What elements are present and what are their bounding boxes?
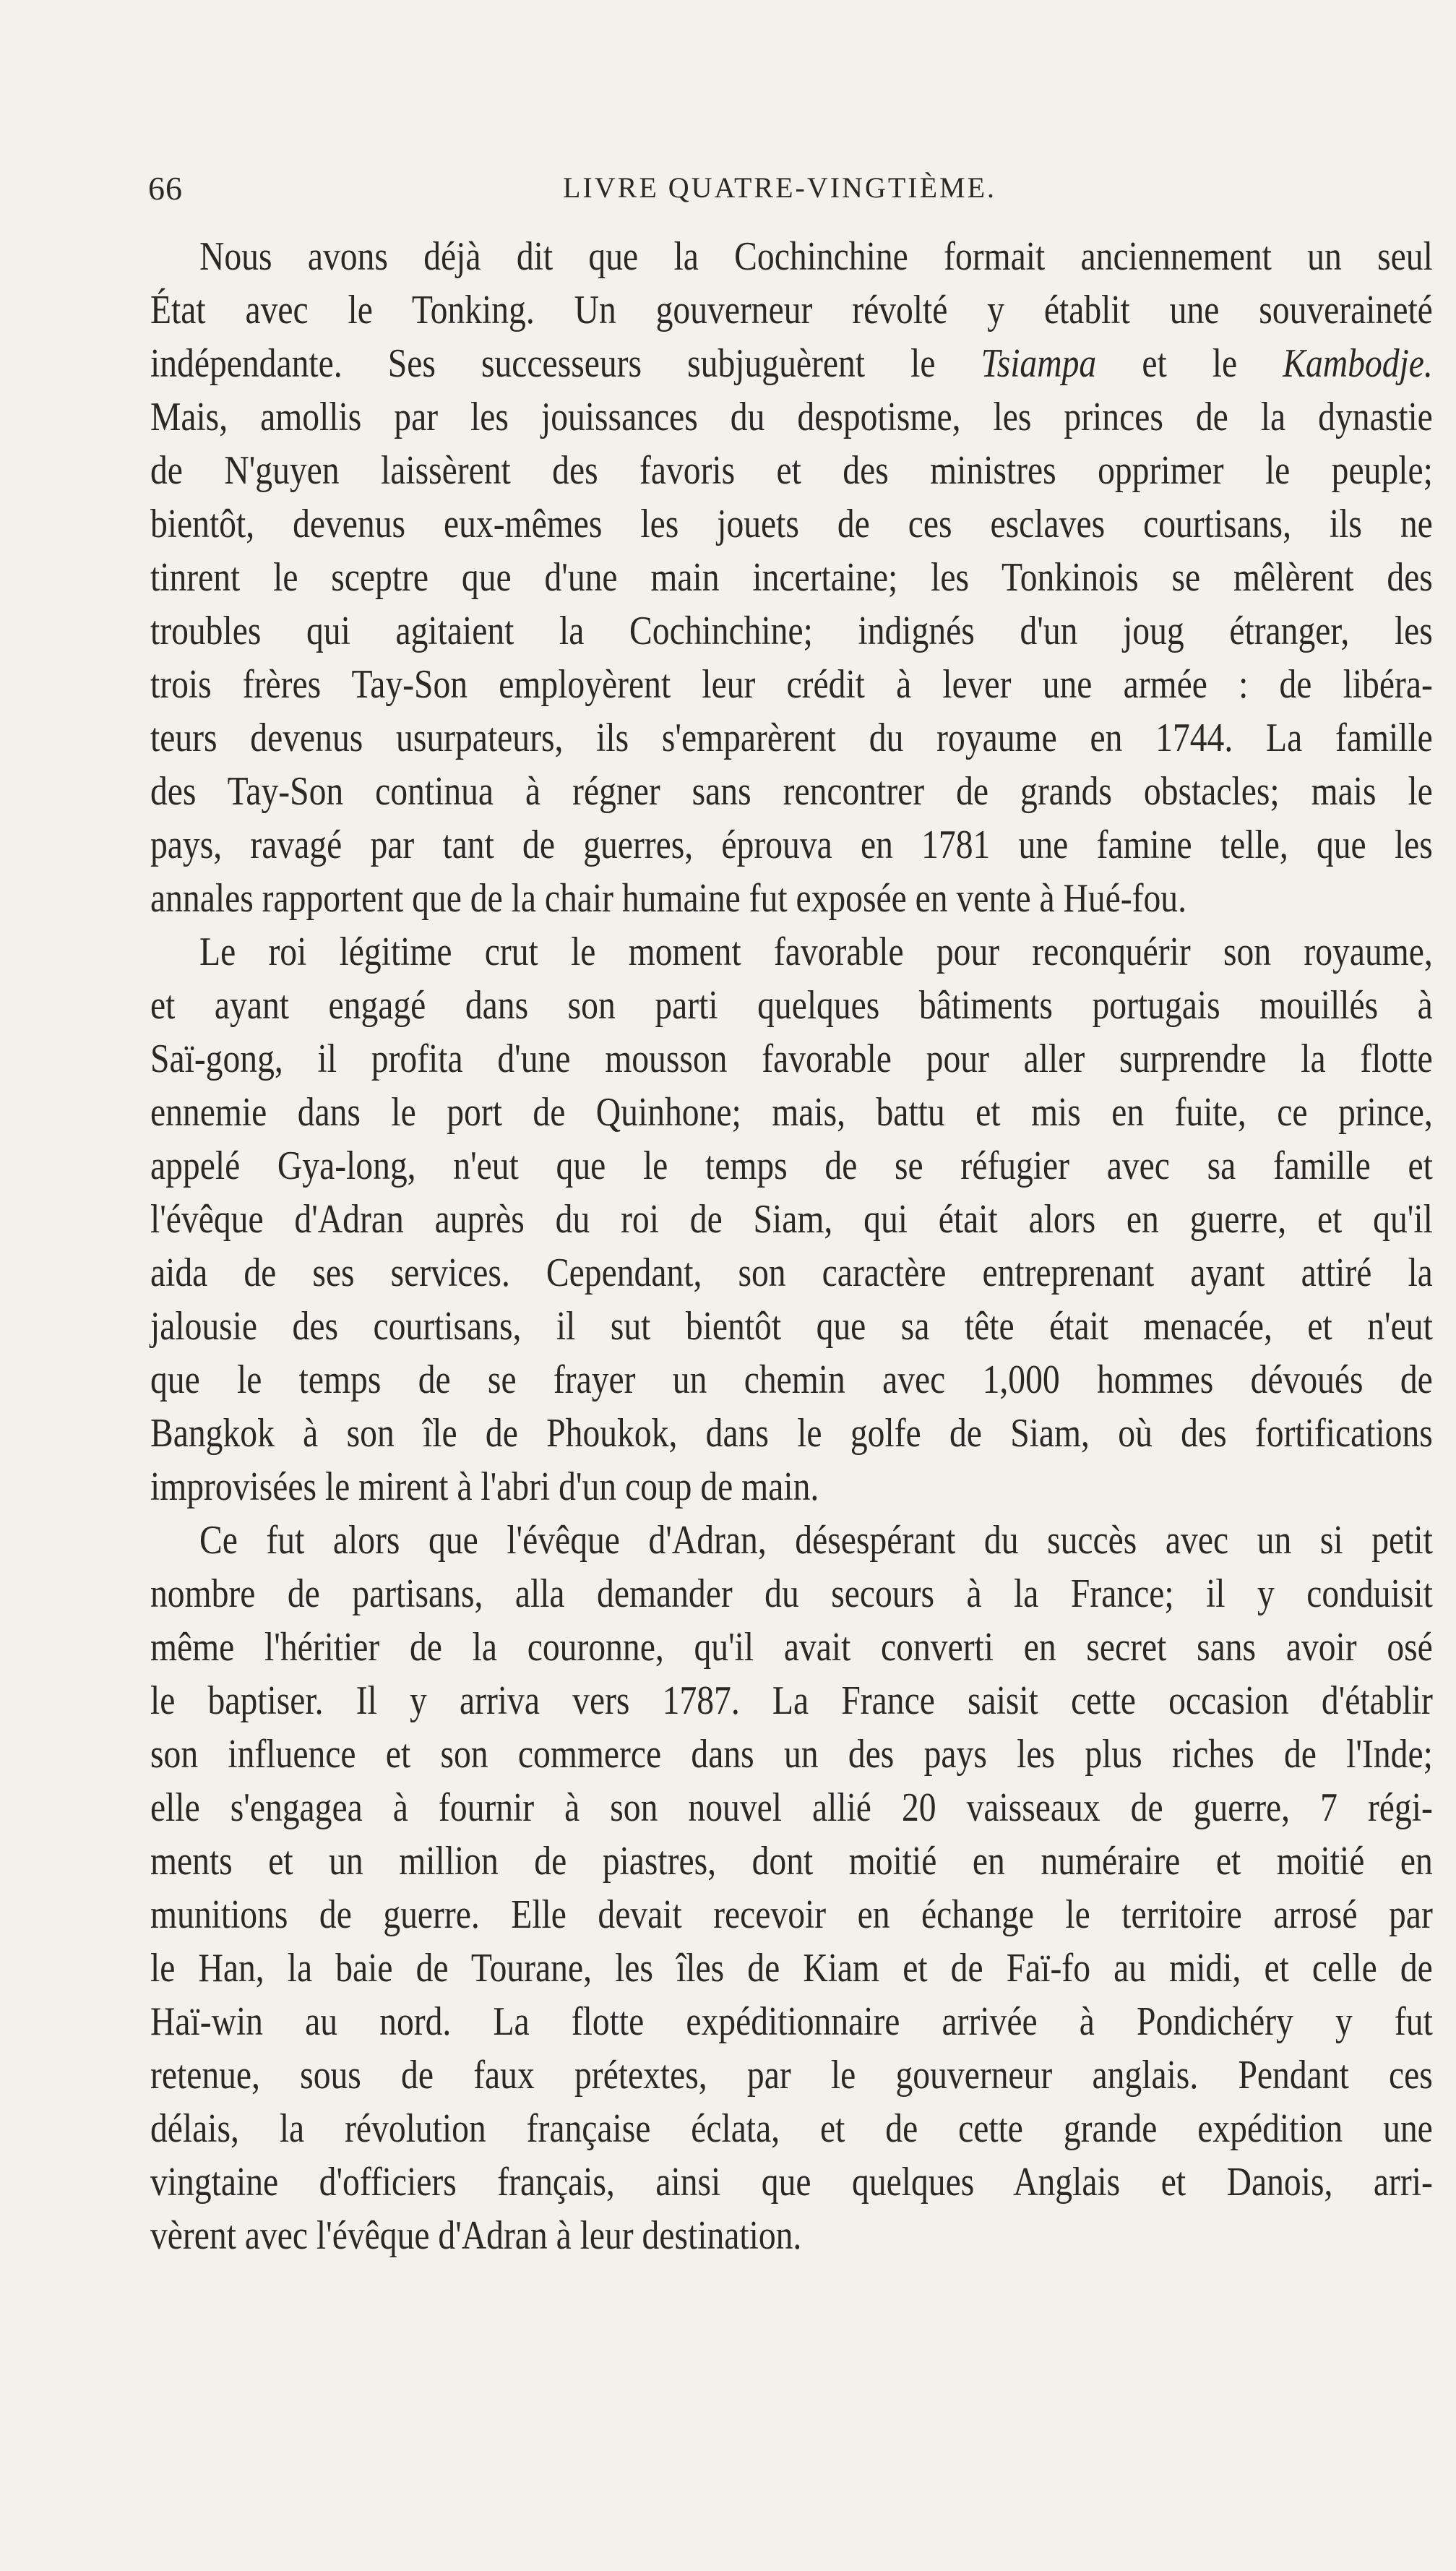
text-line: appelé Gya-long, n'eut que le temps de se réfugier avec sa famille et (150, 1143, 1433, 1188)
text-line: de N'guyen laissèrent des favoris et des ministres opprimer le peuple; (150, 448, 1433, 493)
text-line: le Han, la baie de Tourane, les îles de Kiam et de Faï-fo au midi, et celle de (150, 1946, 1433, 1991)
text-line: l'évêque d'Adran auprès du roi de Siam, qui était alors en guerre, et qu'il (150, 1197, 1433, 1242)
text-line: nombre de partisans, alla demander du secours à la France; il y conduisit (150, 1571, 1433, 1616)
text-line: improvisées le mirent à l'abri d'un coup de main. (150, 1464, 819, 1509)
text-line: annales rapportent que de la chair humaine fut exposée en vente à Hué-fou. (150, 876, 1187, 921)
page-number: 66 (148, 170, 183, 207)
text-line: le baptiser. Il y arriva vers 1787. La France saisit cette occasion d'établir (150, 1678, 1433, 1723)
text-line: bientôt, devenus eux-mêmes les jouets de ces esclaves courtisans, ils ne (150, 502, 1433, 546)
text-line: Mais, amollis par les jouissances du despotisme, les princes de la dynastie (150, 395, 1433, 439)
text-line: Bangkok à son île de Phoukok, dans le golfe de Siam, où des fortifications (150, 1411, 1433, 1456)
text-line: jalousie des courtisans, il sut bientôt que sa tête était menacée, et n'eut (150, 1304, 1433, 1349)
text-line: des Tay-Son continua à régner sans rencontrer de grands obstacles; mais le (150, 769, 1433, 814)
text-line: munitions de guerre. Elle devait recevoir en échange le territoire arrosé par (150, 1892, 1433, 1937)
text-line: que le temps de se frayer un chemin avec 1,000 hommes dévoués de (150, 1357, 1433, 1402)
text-line: ennemie dans le port de Quinhone; mais, battu et mis en fuite, ce prince, (150, 1090, 1433, 1135)
body-text (150, 230, 1433, 2262)
text-line: et ayant engagé dans son parti quelques bâtiments portugais mouillés à (150, 983, 1433, 1028)
text-line: État avec le Tonking. Un gouverneur révolté y établit une souveraineté (150, 288, 1433, 332)
text-line: même l'héritier de la couronne, qu'il avait converti en secret sans avoir osé (150, 1625, 1433, 1670)
running-title: LIVRE QUATRE-VINGTIÈME. (563, 171, 997, 204)
text-line: Le roi légitime crut le moment favorable pour reconquérir son royaume, (199, 930, 1433, 974)
text-line: délais, la révolution française éclata, et de cette grande expédition une (150, 2106, 1433, 2151)
text-line: retenue, sous de faux prétextes, par le gouverneur anglais. Pendant ces (150, 2053, 1433, 2098)
text-line: trois frères Tay-Son employèrent leur crédit à lever une armée : de libéra- (150, 662, 1433, 707)
text-line: elle s'engagea à fournir à son nouvel allié 20 vaisseaux de guerre, 7 régi- (150, 1785, 1433, 1830)
text-line: pays, ravagé par tant de guerres, éprouva en 1781 une famine telle, que les (150, 823, 1433, 867)
text-line: teurs devenus usurpateurs, ils s'emparèrent du royaume en 1744. La famille (150, 716, 1433, 760)
page-header (148, 159, 1442, 217)
text-line: tinrent le sceptre que d'une main incertaine; les Tonkinois se mêlèrent des (150, 555, 1433, 600)
text-line: aida de ses services. Cependant, son caractère entreprenant ayant attiré la (150, 1250, 1433, 1295)
text-line: Ce fut alors que l'évêque d'Adran, désespérant du succès avec un si petit (199, 1518, 1433, 1563)
text-line: Nous avons déjà dit que la Cochinchine formait anciennement un seul (199, 234, 1433, 279)
text-line: troubles qui agitaient la Cochinchine; indignés d'un joug étranger, les (150, 609, 1433, 653)
text-line: vingtaine d'officiers français, ainsi que quelques Anglais et Danois, arri- (150, 2160, 1433, 2205)
text-line: indépendante. Ses successeurs subjuguèrent le Tsiampa et le Kambodje. (150, 341, 1433, 386)
text-line: Saï-gong, il profita d'une mousson favorable pour aller surprendre la flotte (150, 1036, 1433, 1081)
text-line: ments et un million de piastres, dont moitié en numéraire et moitié en (150, 1839, 1433, 1884)
text-line: Haï-win au nord. La flotte expéditionnaire arrivée à Pondichéry y fut (150, 1999, 1433, 2044)
text-line: vèrent avec l'évêque d'Adran à leur destination. (150, 2213, 802, 2258)
text-line: son influence et son commerce dans un des pays les plus riches de l'Inde; (150, 1732, 1433, 1777)
